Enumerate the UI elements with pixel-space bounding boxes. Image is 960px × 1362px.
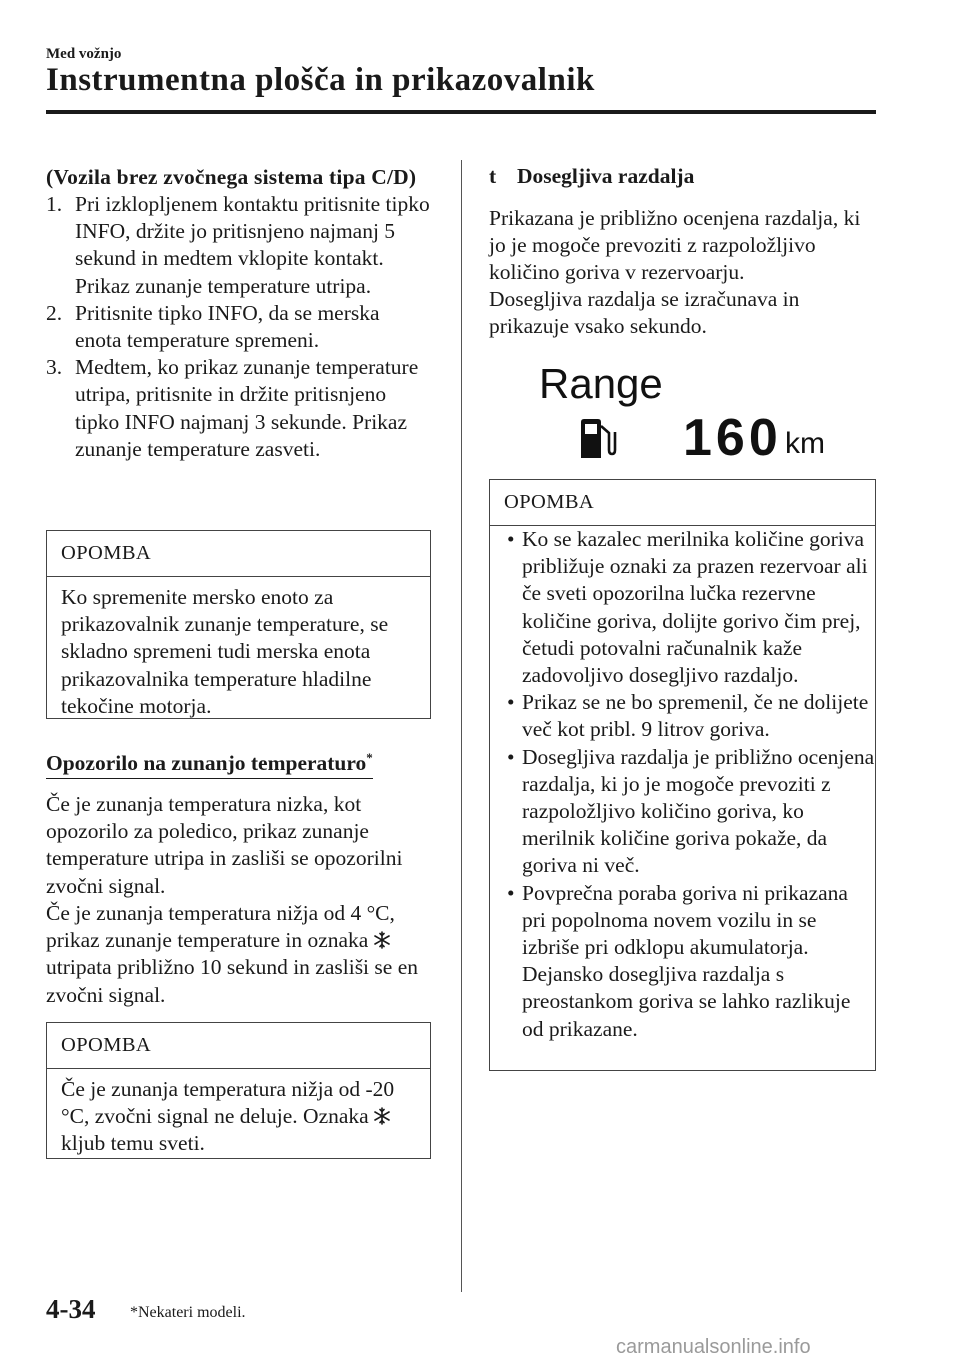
steps-list: [46, 191, 430, 463]
section-label: Med vožnjo: [46, 46, 122, 62]
page-number: 4-34: [46, 1294, 96, 1324]
note-heading: OPOMBA: [47, 1023, 430, 1069]
watermark: carmanualsonline.info: [616, 1336, 811, 1358]
warning-paragraph: Če je zunanja temperatura nizka, kot opozorilo za poledico, prikaz zunanje temperature utripa in zasliši se opozorilni zvočni signal.: [46, 792, 403, 898]
range-heading-text: Dosegljiva razdalja: [517, 164, 695, 188]
footnote: *Nekateri modeli.: [130, 1304, 246, 1321]
snowflake-icon: [374, 931, 390, 949]
note-bullet-list: [490, 526, 875, 1043]
note-bullet: • Dosegljiva razdalja je približno ocenjena razdalja, ki jo je mogoče prevoziti z razpoložljivo količino goriva, ko merilnik količine goriva pokaže, da goriva ni več.: [507, 744, 875, 878]
note-box: [489, 479, 876, 1071]
bullet-dot: •: [507, 744, 515, 769]
column-divider: [461, 160, 462, 1292]
note-body: Če je zunanja temperatura nižja od -20 °C, zvočni signal ne deluje. Oznaka kljub temu sveti.: [61, 1077, 395, 1156]
fuel-pump-icon: [578, 418, 624, 460]
cd-heading: (Vozila brez zvočnega sistema tipa C/D): [46, 165, 417, 189]
range-intro-p1: Prikazana je približno ocenjena razdalja, ki jo je mogoče prevoziti z razpoložljivo količino goriva v rezervoarju.: [489, 206, 861, 285]
step-item: [46, 191, 430, 300]
step-text: Medtem, ko prikaz zunanje temperature utripa, pritisnite in držite pritisnjeno tipko INFO najmanj 3 sekunde. Prikaz zunanje temperature zasveti.: [75, 355, 419, 461]
note-box: [46, 1022, 431, 1159]
note-bullet: • Povprečna poraba goriva ni prikazana pri popolnoma novem vozilu in se izbriše pri odklopu akumulatorja. Dejansko dosegljiva razdalja s preostankom goriva se lahko razlikuje od prikazane.: [507, 880, 851, 1041]
range-display-unit: km: [785, 427, 825, 460]
warning-heading-text: Opozorilo na zunanjo temperaturo*: [46, 751, 373, 779]
note-box: [46, 530, 431, 719]
note-body: Ko spremenite mersko enoto za prikazovalnik zunanje temperature, se skladno spremeni tudi merska enota prikazovalnika temperature hladilne tekočine motorja.: [61, 585, 389, 718]
step-text: Pri izklopljenem kontaktu pritisnite tipko INFO, držite jo pritisnjeno najmanj 5 sekund in medtem vklopite kontakt. Prikaz zunanje temperature utripa.: [75, 192, 430, 298]
step-number: 2.: [46, 300, 63, 325]
warning-paragraph-2: Če je zunanja temperatura nižja od 4 °C, prikaz zunanje temperature in oznaka utripata približno 10 sekund in zasliši se en zvočni signal.: [46, 901, 418, 1007]
step-text: Pritisnite tipko INFO, da se merska enota temperature spremeni.: [75, 300, 380, 353]
note-bullet: • Ko se kazalec merilnika količine goriva približuje oznaki za prazen rezervoar ali če sveti opozorilna lučka rezervne količine goriva, dolijte gorivo čim prej, četudi potovalni računalnik kaže zadovoljivo dosegljivo razdaljo.: [507, 527, 868, 688]
note-heading: OPOMBA: [47, 531, 430, 577]
note-heading: OPOMBA: [490, 480, 875, 526]
step-number: 1.: [46, 192, 63, 216]
range-display-label: Range: [539, 360, 663, 407]
snowflake-icon: [374, 1107, 390, 1125]
step-item: [46, 354, 430, 463]
chapter-title: Instrumentna plošča in prikazovalnik: [46, 62, 595, 98]
range-intro-p2: Dosegljiva razdalja se izračunava in prikazuje vsako sekundo.: [489, 287, 800, 339]
outside-temp-warning-heading: [46, 750, 436, 776]
bullet-dot: •: [507, 690, 515, 715]
note-bullet: • Prikaz se ne bo spremenil, če ne dolijete več kot pribl. 9 litrov goriva.: [507, 690, 869, 742]
bullet-dot: •: [507, 527, 515, 551]
header-rule: [46, 110, 876, 114]
bullet-dot: •: [507, 880, 515, 905]
step-number: 3.: [46, 355, 63, 380]
footnote-star: *: [366, 750, 373, 765]
range-display-value: 160: [683, 409, 782, 467]
range-section-heading: [489, 164, 694, 189]
heading-marker: t: [489, 164, 497, 188]
step-item: [46, 300, 430, 354]
